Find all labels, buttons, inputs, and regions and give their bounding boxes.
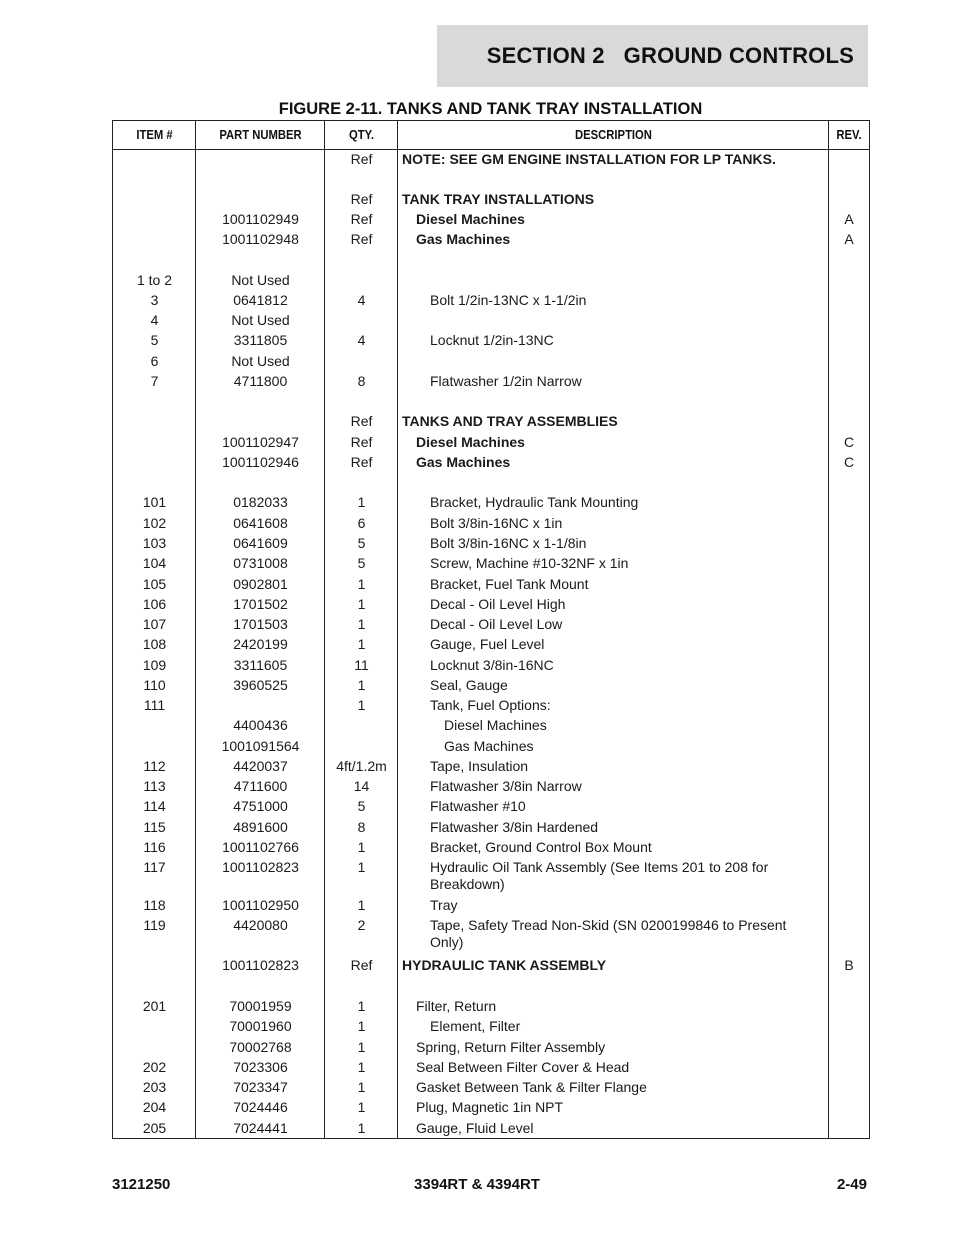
description-cell: Bracket, Hydraulic Tank Mounting: [430, 494, 639, 510]
description-cell: Flatwasher #10: [430, 798, 526, 814]
item-number-cell: 201: [142, 998, 167, 1014]
item-number-cell: 104: [142, 555, 167, 571]
quantity-cell: 1: [357, 636, 366, 652]
part-number-cell: 4751000: [233, 798, 288, 814]
description-cell: Decal - Oil Level Low: [430, 616, 563, 632]
description-cell: Locknut 1/2in-13NC: [430, 332, 554, 348]
part-number-cell: 1001102950: [222, 897, 299, 913]
item-number-cell: 103: [142, 535, 167, 551]
quantity-cell: 4ft/1.2m: [336, 758, 387, 774]
description-cell: Flatwasher 3/8in Narrow: [430, 778, 582, 794]
part-number-cell: 70002768: [229, 1039, 292, 1055]
part-number-cell: 1001102823: [222, 957, 299, 973]
quantity-cell: Ref: [350, 413, 373, 429]
quantity-cell: 6: [357, 515, 366, 531]
quantity-cell: 1: [357, 1018, 366, 1034]
description-cell: Tray: [430, 897, 458, 913]
part-number-cell: 0641609: [233, 535, 288, 551]
part-number-cell: 7024441: [233, 1120, 288, 1136]
description-cell: Hydraulic Oil Tank Assembly (See Items 201 to 208 for Breakdown): [430, 859, 769, 892]
quantity-cell: 1: [357, 616, 366, 632]
item-number-cell: 1 to 2: [136, 272, 173, 288]
item-number-cell: 4: [150, 312, 159, 328]
description-cell: NOTE: SEE GM ENGINE INSTALLATION FOR LP TANKS.: [402, 151, 776, 167]
quantity-cell: 5: [357, 535, 366, 551]
revision-cell: A: [844, 211, 854, 227]
part-number-cell: 0641608: [233, 515, 288, 531]
part-number-cell: 4711800: [233, 373, 288, 389]
column-header-item: ITEM #: [136, 128, 173, 142]
quantity-cell: 4: [357, 292, 366, 308]
item-number-cell: 113: [143, 778, 166, 794]
quantity-cell: 1: [357, 839, 366, 855]
item-number-cell: 106: [142, 596, 167, 612]
revision-cell: C: [843, 454, 855, 470]
description-cell: Gauge, Fuel Level: [430, 636, 545, 652]
part-number-cell: 70001959: [229, 998, 292, 1014]
description-cell: Gas Machines: [416, 231, 511, 247]
revision-cell: A: [844, 231, 854, 247]
description-cell: Tape, Insulation: [430, 758, 529, 774]
quantity-cell: 1: [357, 859, 366, 875]
quantity-cell: 11: [354, 657, 369, 673]
part-number-cell: 4400436: [233, 717, 288, 733]
part-number-cell: 1001102948: [222, 231, 299, 247]
quantity-cell: Ref: [350, 151, 373, 167]
description-cell: Bracket, Fuel Tank Mount: [430, 576, 589, 592]
description-cell: Gas Machines: [416, 454, 511, 470]
part-number-cell: Not Used: [231, 353, 290, 369]
section-title: SECTION 2 GROUND CONTROLS: [486, 43, 854, 68]
quantity-cell: 14: [353, 778, 370, 794]
part-number-cell: 0902801: [233, 576, 288, 592]
item-number-cell: 3: [150, 292, 159, 308]
column-divider: [828, 121, 829, 1138]
item-number-cell: 112: [143, 758, 166, 774]
figure-title: FIGURE 2-11. TANKS AND TANK TRAY INSTALLATION: [278, 100, 703, 118]
revision-cell: B: [844, 957, 854, 973]
description-cell: HYDRAULIC TANK ASSEMBLY: [402, 957, 607, 973]
part-number-cell: 1701502: [233, 596, 288, 612]
item-number-cell: 109: [142, 657, 167, 673]
item-number-cell: 116: [143, 839, 166, 855]
part-number-cell: 3960525: [233, 677, 288, 693]
quantity-cell: Ref: [350, 454, 373, 470]
part-number-cell: 2420199: [233, 636, 288, 652]
quantity-cell: 1: [357, 596, 366, 612]
part-number-cell: 4891600: [233, 819, 288, 835]
description-cell: Tape, Safety Tread Non-Skid (SN 0200199846 to Present Only): [430, 917, 787, 950]
column-header-qty: QTY.: [348, 128, 375, 142]
description-cell: Diesel Machines: [416, 211, 525, 227]
part-number-cell: 1001102947: [222, 434, 299, 450]
quantity-cell: 5: [357, 798, 366, 814]
description-cell: Filter, Return: [416, 998, 497, 1014]
item-number-cell: 6: [150, 353, 159, 369]
footer-model: 3394RT & 4394RT: [414, 1176, 540, 1193]
item-number-cell: 203: [142, 1079, 167, 1095]
quantity-cell: 1: [357, 697, 366, 713]
part-number-cell: 1001102946: [222, 454, 299, 470]
quantity-cell: 1: [357, 494, 366, 510]
footer-page-number: 2-49: [836, 1176, 867, 1193]
part-number-cell: 4420080: [233, 917, 288, 933]
part-number-cell: 4711600: [233, 778, 288, 794]
quantity-cell: 1: [357, 677, 366, 693]
quantity-cell: Ref: [350, 957, 373, 973]
description-cell: Decal - Oil Level High: [430, 596, 566, 612]
item-number-cell: 101: [142, 494, 167, 510]
item-number-cell: 115: [143, 819, 166, 835]
quantity-cell: 1: [357, 1120, 366, 1136]
quantity-cell: 1: [357, 576, 366, 592]
column-header-part-number: PART NUMBER: [219, 128, 302, 142]
part-number-cell: 7023306: [233, 1059, 288, 1075]
description-cell: Diesel Machines: [444, 717, 547, 733]
quantity-cell: 8: [357, 373, 366, 389]
part-number-cell: 1001091564: [221, 738, 300, 754]
part-number-cell: 1001102949: [222, 211, 299, 227]
item-number-cell: 118: [143, 897, 166, 913]
header-divider: [113, 149, 869, 150]
description-cell: Flatwasher 3/8in Hardened: [430, 819, 599, 835]
part-number-cell: 4420037: [233, 758, 288, 774]
item-number-cell: 204: [142, 1099, 167, 1115]
item-number-cell: 5: [150, 332, 159, 348]
description-cell: Spring, Return Filter Assembly: [416, 1039, 606, 1055]
quantity-cell: 1: [357, 1059, 366, 1075]
item-number-cell: 7: [150, 373, 159, 389]
quantity-cell: 1: [357, 1079, 366, 1095]
part-number-cell: 0731008: [233, 555, 288, 571]
item-number-cell: 105: [142, 576, 167, 592]
item-number-cell: 111: [143, 697, 166, 713]
description-cell: TANK TRAY INSTALLATIONS: [402, 191, 595, 207]
description-cell: Tank, Fuel Options:: [430, 697, 551, 713]
description-cell: Seal, Gauge: [430, 677, 508, 693]
part-number-cell: 1001102823: [222, 859, 299, 875]
column-header-description: DESCRIPTION: [575, 128, 652, 142]
item-number-cell: 107: [142, 616, 167, 632]
quantity-cell: Ref: [350, 434, 373, 450]
quantity-cell: 1: [357, 998, 366, 1014]
part-number-cell: 0641812: [233, 292, 288, 308]
description-cell: Element, Filter: [430, 1018, 521, 1034]
part-number-cell: 0182033: [233, 494, 288, 510]
quantity-cell: 1: [357, 1039, 366, 1055]
part-number-cell: 70001960: [229, 1018, 292, 1034]
description-cell: Diesel Machines: [416, 434, 525, 450]
description-cell: Gauge, Fluid Level: [416, 1120, 534, 1136]
parts-table: [112, 120, 870, 1139]
description-cell: Locknut 3/8in-16NC: [430, 657, 554, 673]
footer-document-number: 3121250: [112, 1176, 171, 1193]
description-cell: Screw, Machine #10-32NF x 1in: [430, 555, 629, 571]
quantity-cell: Ref: [350, 191, 373, 207]
revision-cell: C: [843, 434, 855, 450]
part-number-cell: 7024446: [233, 1099, 288, 1115]
item-number-cell: 117: [143, 859, 166, 875]
column-header-rev: REV.: [836, 128, 862, 142]
part-number-cell: Not Used: [231, 272, 290, 288]
part-number-cell: Not Used: [231, 312, 290, 328]
part-number-cell: 1001102766: [222, 839, 299, 855]
description-cell: Bolt 1/2in-13NC x 1-1/2in: [430, 292, 587, 308]
description-cell: Bolt 3/8in-16NC x 1in: [430, 515, 563, 531]
quantity-cell: Ref: [350, 211, 373, 227]
item-number-cell: 110: [143, 677, 166, 693]
part-number-cell: 3311605: [233, 657, 288, 673]
quantity-cell: 2: [357, 917, 366, 933]
description-cell: Seal Between Filter Cover & Head: [416, 1059, 630, 1075]
item-number-cell: 119: [143, 917, 166, 933]
quantity-cell: 4: [357, 332, 366, 348]
description-cell: Plug, Magnetic 1in NPT: [416, 1099, 564, 1115]
part-number-cell: 1701503: [233, 616, 288, 632]
item-number-cell: 202: [142, 1059, 167, 1075]
item-number-cell: 114: [143, 798, 166, 814]
section-banner: [437, 25, 868, 87]
item-number-cell: 102: [142, 515, 167, 531]
description-cell: Bracket, Ground Control Box Mount: [430, 839, 652, 855]
quantity-cell: 5: [357, 555, 366, 571]
quantity-cell: 8: [357, 819, 366, 835]
description-cell: TANKS AND TRAY ASSEMBLIES: [402, 413, 618, 429]
item-number-cell: 108: [142, 636, 167, 652]
description-cell: Gasket Between Tank & Filter Flange: [416, 1079, 647, 1095]
description-cell: Bolt 3/8in-16NC x 1-1/8in: [430, 535, 587, 551]
quantity-cell: 1: [357, 1099, 366, 1115]
description-cell: Flatwasher 1/2in Narrow: [430, 373, 582, 389]
item-number-cell: 205: [142, 1120, 167, 1136]
quantity-cell: 1: [357, 897, 366, 913]
quantity-cell: Ref: [350, 231, 373, 247]
part-number-cell: 7023347: [233, 1079, 288, 1095]
description-cell: Gas Machines: [444, 738, 534, 754]
part-number-cell: 3311805: [233, 332, 288, 348]
